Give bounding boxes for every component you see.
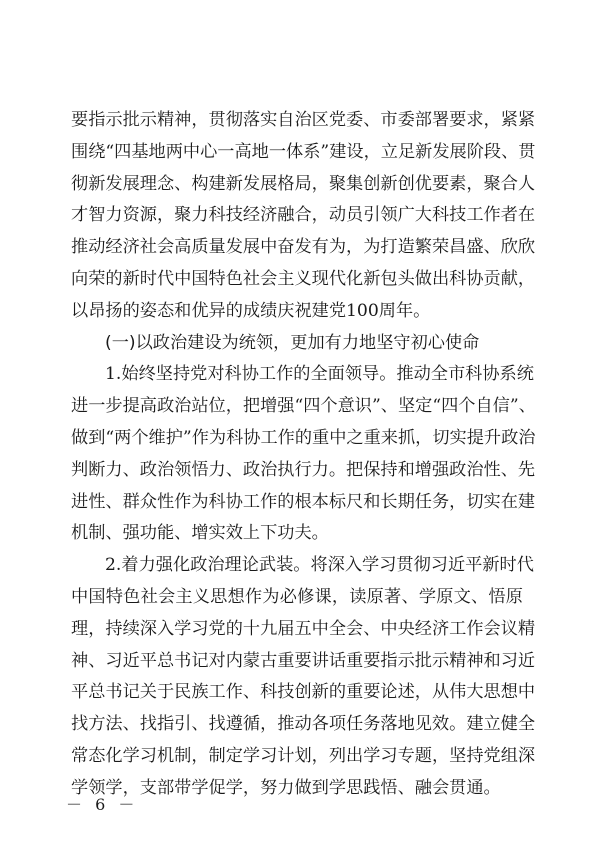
text-line: 推动经济社会高质量发展中奋发有为，为打造繁荣昌盛、欣欣 xyxy=(71,237,536,258)
body-text xyxy=(71,105,536,805)
text-line: 才智力资源，聚力科技经济融合，动员引领广大科技工作者在 xyxy=(71,205,536,226)
text-line: 围绕“四基地两中心一高地一体系”建设，立足新发展阶段、贯 xyxy=(71,141,536,162)
text-line: 1.始终坚持党对科协工作的全面领导。推动全市科协系统 xyxy=(105,364,534,385)
text-line: 学领学，支部带学促学，努力做到学思践悟、融会贯通。 xyxy=(71,777,501,798)
text-line: 要指示批示精神，贯彻落实自治区党委、市委部署要求，紧紧 xyxy=(71,110,536,130)
page-number: － 6 － xyxy=(66,795,139,814)
section-heading: (一)以政治建设为统领，更加有力地坚守初心使命 xyxy=(105,332,480,353)
text-line: 神、习近平总书记对内蒙古重要讲话重要指示批示精神和习近 xyxy=(71,650,536,671)
text-line: 进一步提高政治站位，把增强“四个意识”、坚定“四个自信”、 xyxy=(71,396,536,417)
text-line: 以昂扬的姿态和优异的成绩庆祝建党100周年。 xyxy=(71,300,431,321)
text-line: 向荣的新时代中国特色社会主义现代化新包头做出科协贡献， xyxy=(71,268,536,289)
text-line: 2.着力强化政治理论武装。将深入学习贯彻习近平新时代 xyxy=(105,555,534,576)
text-line: 做到“两个维护”作为科协工作的重中之重来抓，切实提升政治 xyxy=(71,427,536,448)
text-line: 中国特色社会主义思想作为必修课，读原著、学原文、悟原 xyxy=(71,586,523,607)
text-line: 判断力、政治领悟力、政治执行力。把保持和增强政治性、先 xyxy=(71,459,536,480)
text-line: 平总书记关于民族工作、科技创新的重要论述，从伟大思想中 xyxy=(71,682,536,703)
text-line: 机制、强功能、增实效上下功夫。 xyxy=(71,523,329,544)
text-line: 理，持续深入学习党的十九届五中全会、中央经济工作会议精 xyxy=(71,618,536,639)
text-line: 彻新发展理念、构建新发展格局，聚集创新创优要素，聚合人 xyxy=(71,173,536,194)
text-line: 进性、群众性作为科协工作的根本标尺和长期任务，切实在建 xyxy=(71,491,536,512)
text-line: 常态化学习机制，制定学习计划，列出学习专题，坚持党组深 xyxy=(71,745,536,766)
text-line: 找方法、找指引、找遵循，推动各项任务落地见效。建立健全 xyxy=(71,714,536,735)
